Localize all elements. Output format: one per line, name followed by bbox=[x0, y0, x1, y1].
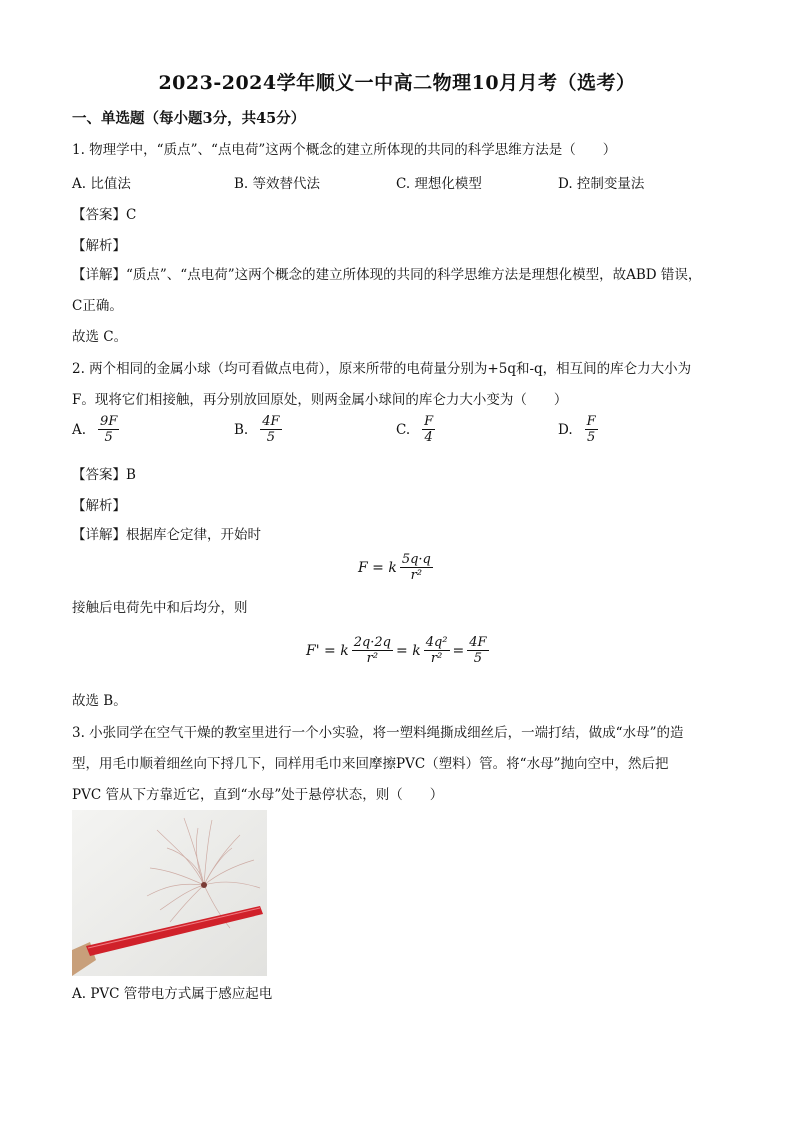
equation-fraction bbox=[400, 552, 433, 583]
jellyfish-experiment-photo bbox=[72, 810, 267, 976]
fraction-denominator: r² bbox=[410, 568, 423, 583]
q1-stem: 1. 物理学中，“质点”、“点电荷”这两个概念的建立所体现的共同的科学思维方法是（ ） bbox=[72, 142, 617, 158]
detail-tag: 【详解】 bbox=[72, 527, 126, 543]
fraction-numerator: 4q² bbox=[425, 635, 448, 650]
q1-option-a: A. 比值法 bbox=[72, 176, 131, 192]
option-label: A. bbox=[72, 421, 87, 438]
fraction-denominator: 5 bbox=[266, 430, 275, 445]
option-fraction bbox=[585, 414, 598, 445]
detail-tag: 【详解】 bbox=[72, 267, 126, 283]
page-title: 2023-2024学年顺义一中高二物理10月月考（选考） bbox=[158, 72, 636, 94]
q2-option-b bbox=[234, 414, 282, 445]
q3-stem-line1: 3. 小张同学在空气干燥的教室里进行一个小实验，将一塑料绳撕成细丝后，一端打结，做成“水母”的造 bbox=[72, 725, 684, 741]
fraction-denominator: 5 bbox=[587, 430, 596, 445]
fraction-denominator: 5 bbox=[104, 430, 113, 445]
answer-value: C bbox=[126, 207, 137, 223]
equation-fraction bbox=[467, 635, 488, 666]
equation-fraction bbox=[424, 635, 450, 666]
answer-tag: 【答案】 bbox=[72, 467, 126, 483]
q2-after-text: 接触后电荷先中和后均分，则 bbox=[72, 600, 248, 616]
jellyfish-knot bbox=[201, 882, 207, 888]
q1-option-c: C. 理想化模型 bbox=[396, 176, 482, 192]
q1-detail-line2: C正确。 bbox=[72, 298, 123, 314]
option-fraction bbox=[260, 414, 281, 445]
fraction-denominator: 4 bbox=[424, 430, 433, 445]
option-label: D. bbox=[558, 421, 573, 438]
answer-tag: 【答案】 bbox=[72, 207, 126, 223]
q2-detail bbox=[72, 525, 261, 545]
fraction-numerator: 2q·2q bbox=[353, 635, 392, 650]
q1-detail-line1 bbox=[72, 265, 701, 285]
q2-stem-line2: F。现将它们相接触，再分别放回原处，则两金属小球间的库仑力大小变为（ ） bbox=[72, 392, 568, 408]
section-heading: 一、单选题（每小题3分，共45分） bbox=[72, 110, 306, 127]
option-label: C. bbox=[396, 421, 411, 438]
q2-option-d bbox=[558, 414, 598, 445]
equation-lhs: F' = k bbox=[306, 642, 349, 659]
fraction-numerator: F bbox=[586, 414, 596, 429]
q1-option-b: B. 等效替代法 bbox=[234, 176, 321, 192]
q1-answer bbox=[72, 203, 136, 223]
option-label: B. bbox=[234, 421, 249, 438]
equation-1 bbox=[358, 552, 433, 583]
q1-analysis-tag: 【解析】 bbox=[72, 238, 126, 254]
q2-conclusion: 故选 B。 bbox=[72, 693, 127, 709]
q2-stem-line1: 2. 两个相同的金属小球（均可看做点电荷），原来所带的电荷量分别为+5q和-q，相互间的库仑力大小为 bbox=[72, 361, 692, 377]
q3-stem-line3: PVC 管从下方靠近它，直到“水母”处于悬停状态，则（ ） bbox=[72, 787, 444, 803]
fraction-numerator: 4F bbox=[262, 414, 280, 429]
q2-analysis-tag: 【解析】 bbox=[72, 498, 126, 514]
option-fraction bbox=[422, 414, 435, 445]
equation-fraction bbox=[352, 635, 393, 666]
equation-2 bbox=[306, 635, 489, 666]
fraction-numerator: 9F bbox=[100, 414, 118, 429]
q2-option-a bbox=[72, 414, 119, 445]
equation-lhs: F = k bbox=[358, 559, 397, 576]
fraction-numerator: F bbox=[424, 414, 434, 429]
option-fraction bbox=[98, 414, 119, 445]
fraction-denominator: 5 bbox=[473, 651, 483, 666]
detail-text: 根据库仑定律，开始时 bbox=[126, 527, 261, 543]
fraction-denominator: r² bbox=[366, 651, 379, 666]
q1-conclusion: 故选 C。 bbox=[72, 329, 128, 345]
detail-text: “质点”、“点电荷”这两个概念的建立所体现的共同的科学思维方法是理想化模型，故ABD 错误， bbox=[126, 267, 702, 283]
q3-stem-line2: 型，用毛巾顺着细丝向下捋几下，同样用毛巾来回摩擦PVC（塑料）管。将“水母”抛向空中，然后把 bbox=[72, 756, 669, 772]
answer-value: B bbox=[126, 467, 136, 483]
q2-option-c bbox=[396, 414, 435, 445]
fraction-denominator: r² bbox=[430, 651, 443, 666]
q3-option-a: A. PVC 管带电方式属于感应起电 bbox=[72, 986, 273, 1002]
equation-equals: = bbox=[452, 642, 465, 659]
fraction-numerator: 5q·q bbox=[401, 552, 431, 567]
q1-option-d: D. 控制变量法 bbox=[558, 176, 645, 192]
equation-mid: = k bbox=[396, 642, 421, 659]
fraction-numerator: 4F bbox=[469, 635, 487, 650]
q2-answer bbox=[72, 463, 136, 483]
